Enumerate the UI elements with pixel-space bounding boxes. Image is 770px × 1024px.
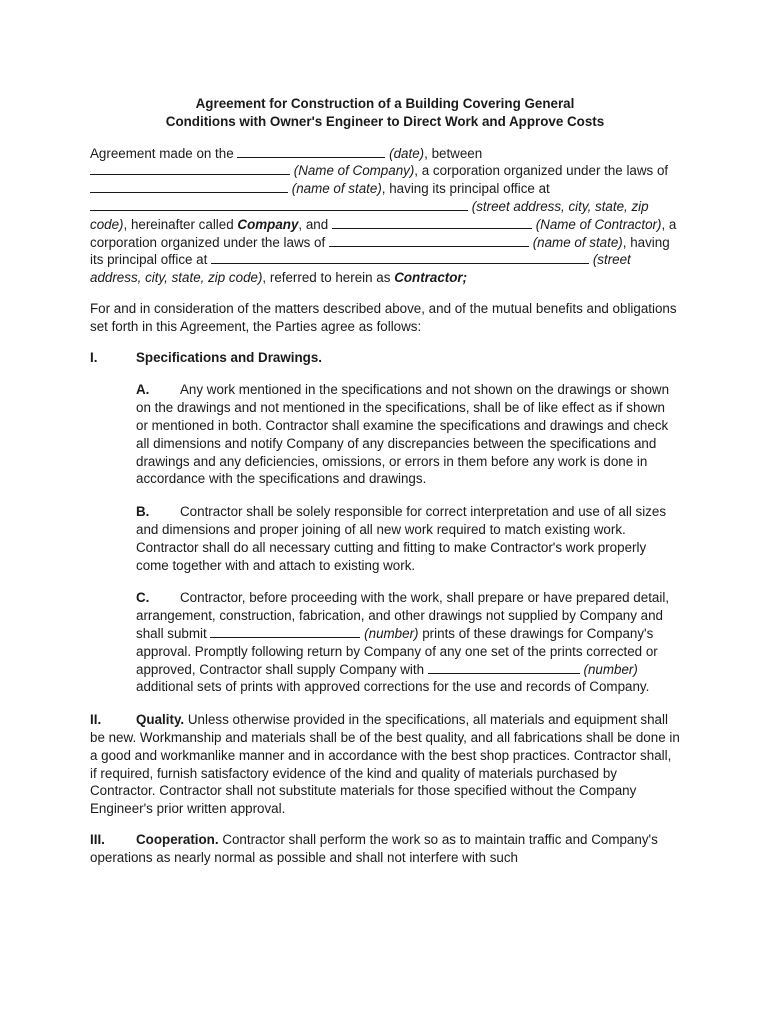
address-blank-2[interactable] <box>211 251 589 264</box>
contractor-term: Contractor; <box>394 270 468 286</box>
clause-text: Contractor shall be solely responsible for correct interpretation and use of all sizes and dimensions and proper joining of all new work required to match existing work. Contractor shall do all necessary cutting and fitting to make Contractor's work properly come together with and attach to existing work. <box>136 504 667 573</box>
address-label: (street address, city, state, zip code) <box>90 198 649 232</box>
section-1-number: I. <box>90 349 98 365</box>
section-2 <box>90 711 680 818</box>
section-3 <box>90 831 680 867</box>
state-blank-2[interactable] <box>329 234 529 247</box>
number-label-2: (number) <box>583 661 638 677</box>
number-label: (number) <box>364 625 419 641</box>
preamble-text: , between <box>424 145 483 161</box>
clause-letter: C. <box>136 590 150 606</box>
state-blank[interactable] <box>90 180 288 193</box>
preamble-text: , having its principal office at <box>381 181 550 197</box>
section-1-title: Specifications and Drawings. <box>136 349 323 365</box>
contractor-name-blank[interactable] <box>332 216 532 229</box>
section-1-heading <box>90 349 680 367</box>
consideration-paragraph: For and in consideration of the matters described above, and of the mutual benefits and obligations set forth in this Agreement, the Parties agree as follows: <box>90 300 677 334</box>
company-name-label: (Name of Company) <box>293 163 415 179</box>
preamble-text: , and <box>298 216 329 232</box>
clause-text: Contractor, before proceeding with the work, shall prepare or have prepared detail, arrangement, construction, fabrication, and other drawings not supplied by Company and shall submit <box>136 590 670 641</box>
clause-letter: B. <box>136 504 150 520</box>
title-line-1: Agreement for Construction of a Building Covering General <box>195 96 575 111</box>
section-2-number: II. <box>90 712 102 728</box>
section-2-text: Unless otherwise provided in the specifications, all materials and equipment shall be new. Workmanship and materials shall be of the best quality, and all fabrications shall be done in a good and workmanlike manner and in accordance with the best shop practices. Contractor shall, if required, furnish satisfactory evidence of the kind and quality of materials purchased by Contractor. Contractor shall not substitute materials for those specified without the Company Engineer's prior written approval. <box>90 712 680 817</box>
prints-number-blank[interactable] <box>210 625 360 638</box>
address-blank[interactable] <box>90 198 468 211</box>
state-label: (name of state) <box>291 181 382 197</box>
company-term: Company <box>237 216 299 232</box>
preamble-text: , referred to herein as <box>262 270 391 286</box>
date-label: (date) <box>389 145 425 161</box>
preamble-text: , a corporation organized under the laws of <box>414 163 669 179</box>
company-name-blank[interactable] <box>90 162 290 175</box>
preamble-text: , hereinafter called <box>123 216 234 232</box>
document-page <box>90 95 680 879</box>
section-3-number: III. <box>90 831 105 847</box>
clause-1b <box>136 503 680 574</box>
clause-letter: A. <box>136 382 150 398</box>
contractor-name-label: (Name of Contractor) <box>535 216 662 232</box>
preamble-paragraph <box>90 145 680 287</box>
section-3-text: Contractor shall perform the work so as to maintain traffic and Company's operations as nearly normal as possible and shall not interfere with such <box>90 831 658 865</box>
document-title <box>90 95 680 131</box>
clause-1c <box>136 589 680 696</box>
section-2-title: Quality. <box>136 712 185 728</box>
preamble-text: Agreement made on the <box>90 145 234 161</box>
address-label-2: (street address, city, state, zip code) <box>90 252 631 286</box>
preamble-text: , having its principal office at <box>90 234 670 268</box>
section-3-title: Cooperation. <box>136 831 219 847</box>
clause-text: additional sets of prints with approved corrections for the use and records of Company. <box>136 679 650 695</box>
clause-text: prints of these drawings for Company's approval. Promptly following return by Company of any one set of the prints corrected or approved, Contractor shall supply Company with <box>136 625 658 677</box>
title-line-2: Conditions with Owner's Engineer to Direct Work and Approve Costs <box>165 113 605 129</box>
additional-sets-blank[interactable] <box>428 661 580 674</box>
clause-text: Any work mentioned in the specifications and not shown on the drawings or shown on the drawings and not mentioned in the specifications, shall be of like effect as if shown or mentioned in both. Contractor shall examine the specifications and drawings and check all dimensions and notify Company of any discrepancies between the specifications and drawings and any deficiencies, omissions, or errors in them before any work is done in accordance with the specifications and drawings. <box>136 382 670 487</box>
state-label-2: (name of state) <box>532 234 623 250</box>
date-blank[interactable] <box>237 145 385 158</box>
preamble-text: , a corporation organized under the laws of <box>90 216 677 250</box>
clause-1a <box>136 381 680 488</box>
